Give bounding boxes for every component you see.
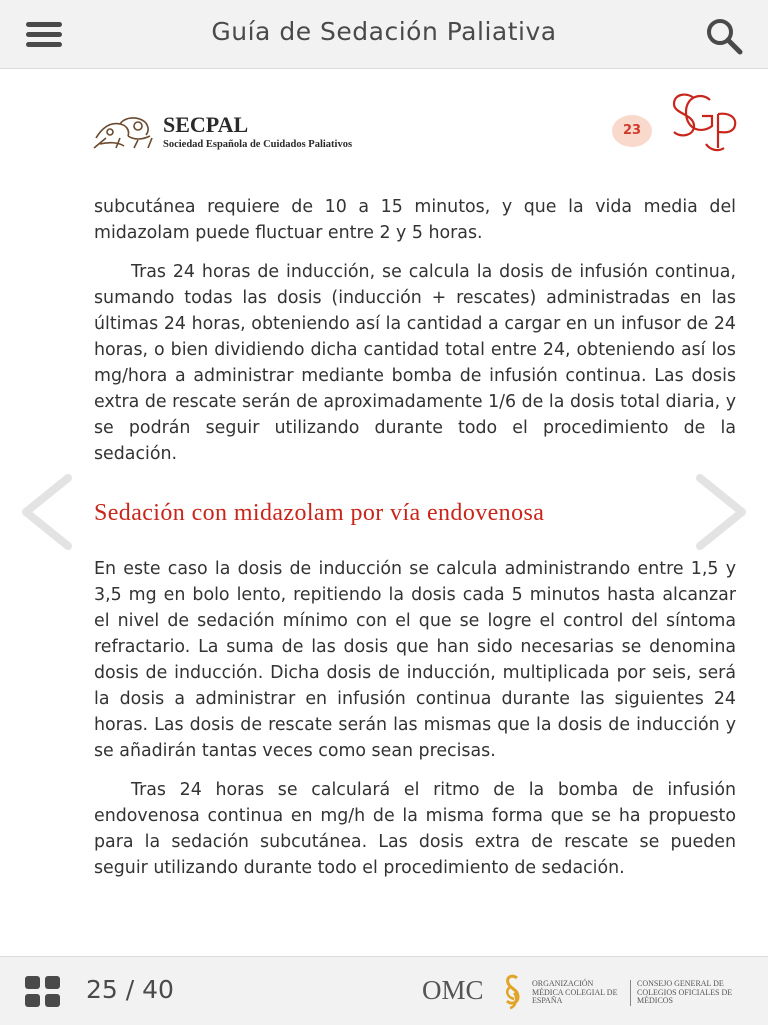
omc-emblem-icon (502, 973, 524, 1011)
page-counter: 25 / 40 (86, 975, 174, 1004)
bottom-bar (0, 956, 768, 1025)
secpal-full-name: Sociedad Española de Cuidados Paliativos (163, 139, 353, 150)
content-bottom (94, 556, 736, 894)
section-heading: Sedación con midazolam por vía endovenosa (94, 500, 545, 526)
secpal-name: SECPAL (163, 112, 249, 137)
paragraph-4: Tras 24 horas se calculará el ritmo de la bomba de infusión endovenosa continua en mg/h de la misma forma que se ha propuesto para la sedación subcutánea. Las dosis extra de rescate se pueden seguir utilizando durante todo el procedimiento de sedación. (94, 780, 736, 878)
secpal-logo (90, 108, 400, 154)
gsp-monogram-logo (652, 90, 742, 154)
chevron-right-icon[interactable] (696, 474, 748, 550)
app-title: Guía de Sedación Paliativa (211, 17, 557, 46)
chevron-left-icon[interactable] (20, 474, 72, 550)
paragraph-1: subcutánea requiere de 10 a 15 minutos, y que la vida media del midazolam puede fluctuar entre 2 y 5 horas. (94, 197, 736, 243)
paragraph-3: En este caso la dosis de inducción se calcula administrando entre 1,5 y 3,5 mg en bolo lento, repitiendo la dosis cada 5 minutos hasta alcanzar el nivel de sedación mínimo con el que se logre el control del síntoma refractario. La suma de las dosis que han sido necesarias se denomina dosis de inducción. Dicha dosis de inducción, multiplicada por seis, será la dosis a administrar en infusión continua durante las siguientes 24 horas. Las dosis de rescate serán las mismas que la dosis de inducción y se añadirán tantas veces como sean precisas. (94, 559, 736, 761)
grid-view-icon[interactable] (25, 976, 61, 1008)
council-name: CONSEJO GENERAL DE COLEGIOS OFICIALES DE MÉDICOS (630, 980, 747, 1006)
omc-logo (420, 971, 740, 1013)
omc-acronym: OMC (422, 975, 484, 1005)
top-bar (0, 0, 768, 69)
search-icon[interactable] (704, 16, 744, 56)
document-page-badge: 23 (612, 115, 652, 147)
content-top (94, 194, 736, 480)
secpal-emblem-icon (90, 108, 160, 154)
paragraph-2: Tras 24 horas de inducción, se calcula la dosis de infusión continua, sumando todas las dosis (inducción + rescates) administradas en las últimas 24 horas, obteniendo así la cantidad a cargar en un infusor de 24 horas, o bien dividiendo dicha cantidad total entre 24, obteniendo así los mg/hora a administrar mediante bomba de infusión continua. Las dosis extra de rescate serán de aproximadamente 1/6 de la dosis total diaria, y se podrán seguir utilizando durante todo el procedimiento de la sedación. (94, 262, 736, 464)
omc-org-name: ORGANIZACIÓN MÉDICA COLEGIAL DE ESPAÑA (532, 979, 618, 1005)
